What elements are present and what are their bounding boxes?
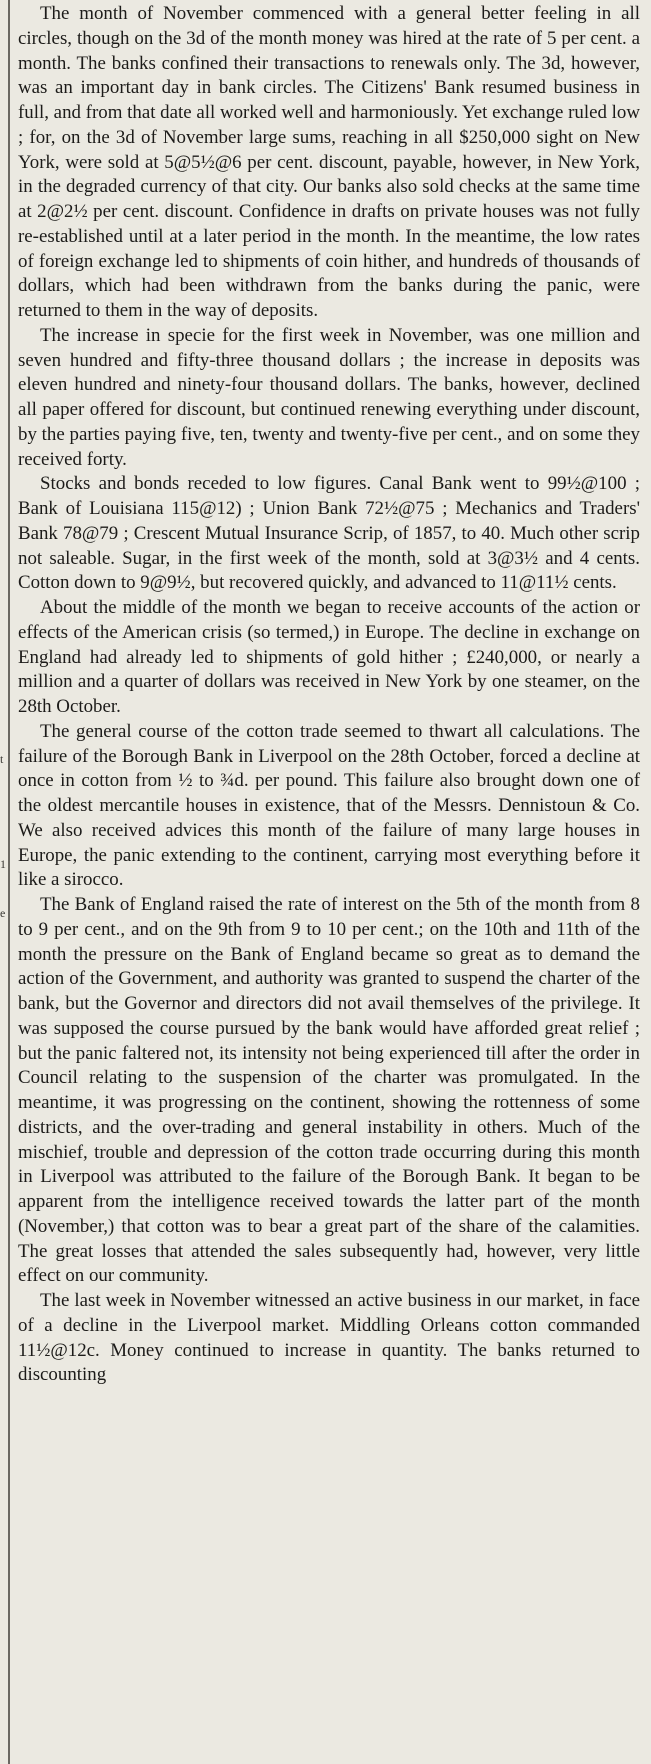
article-text (18, 2, 640, 1388)
margin-mark: t (0, 752, 4, 766)
article-paragraph: The general course of the cotton trade seemed to thwart all calculations. The failure of the Borough Bank in Liverpool on the 28th October, forced a decline at once in cotton from ½ to ¾d. per pound. This failure also brought down one of the oldest mercantile houses in existence, that of the Messrs. Dennistoun & Co. We also received advices this month of the failure of many large houses in Europe, the panic extending to the continent, carrying most everything before it like a sirocco. (18, 720, 640, 891)
article-paragraph: The increase in specie for the first week in November, was one million and seven hundred and fifty-three thousand dollars ; the increase in deposits was eleven hundred and ninety-four thousand dollars. The banks, however, declined all paper offered for discount, but continued renewing everything under discount, by the parties paying five, ten, twenty and twenty-five per cent., and on some they received forty. (18, 324, 640, 470)
article-paragraph: The last week in November witnessed an active business in our market, in face of a decline in the Liverpool market. Middling Orleans cotton commanded 11½@12c. Money continued to increase in quantity. The banks returned to discounting (18, 1290, 640, 1386)
article-paragraph: The month of November commenced with a general better feeling in all circles, though on the 3d of the month money was hired at the rate of 5 per cent. a month. The banks confined their transactions to renewals only. The 3d, however, was an important day in bank circles. The Citizens' Bank resumed business in full, and from that date all worked well and harmoniously. Yet exchange ruled low ; for, on the 3d of November large sums, reaching in all $250,000 sight on New York, were sold at 5@5½@6 per cent. discount, payable, however, in New York, in the degraded currency of that city. Our banks also sold checks at the same time at 2@2½ per cent. discount. Confidence in drafts on private houses was not fully re-established until at a later period in the month. In the meantime, the low rates of foreign exchange led to shipments of coin hither, and hundreds of thousands of dollars, which had been withdrawn from the banks during the panic, were returned to them in the way of deposits. (18, 3, 641, 321)
margin-mark: e (0, 906, 6, 920)
article-paragraph: Stocks and bonds receded to low figures. Canal Bank went to 99½@100 ; Bank of Louisiana 115@12) ; Union Bank 72½@75 ; Mechanics and Traders' Bank 78@79 ; Crescent Mutual Insurance Scrip, of 1857, to 40. Much other scrip not saleable. Sugar, in the first week of the month, sold at 3@3½ and 4 cents. Cotton down to 9@9½, but recovered quickly, and advanced to 11@11½ cents. (18, 473, 640, 594)
margin-mark: 1 (0, 857, 6, 871)
column-rule (8, 0, 10, 1764)
article-paragraph: The Bank of England raised the rate of interest on the 5th of the month from 8 to 9 per cent., and on the 9th from 9 to 10 per cent.; on the 10th and 11th of the month the pressure on the Bank of England became so great as to demand the action of the Government, and authority was granted to suspend the charter of the bank, but the Governor and directors did not avail themselves of the privilege. It was supposed the course pursued by the bank would have afforded great relief ; but the panic faltered not, its intensity not being experienced till after the order in Council relating to the suspension of the charter was promulgated. In the meantime, it was progressing on the continent, showing the rottenness of some districts, and the over-trading and general instability in others. Much of the mischief, trouble and depression of the cotton trade occurring during this month in Liverpool was attributed to the failure of the Borough Bank. It began to be apparent from the intelligence received towards the latter part of the month (November,) that cotton was to bear a great part of the share of the calamities. The great losses that attended the sales subsequently had, however, very little effect on our community. (18, 894, 640, 1287)
article-paragraph: About the middle of the month we began to receive accounts of the action or effects of the American crisis (so termed,) in Europe. The decline in exchange on England had already led to shipments of gold hither ; £240,000, or nearly a million and a quarter of dollars was received in New York by one steamer, on the 28th October. (18, 597, 640, 717)
